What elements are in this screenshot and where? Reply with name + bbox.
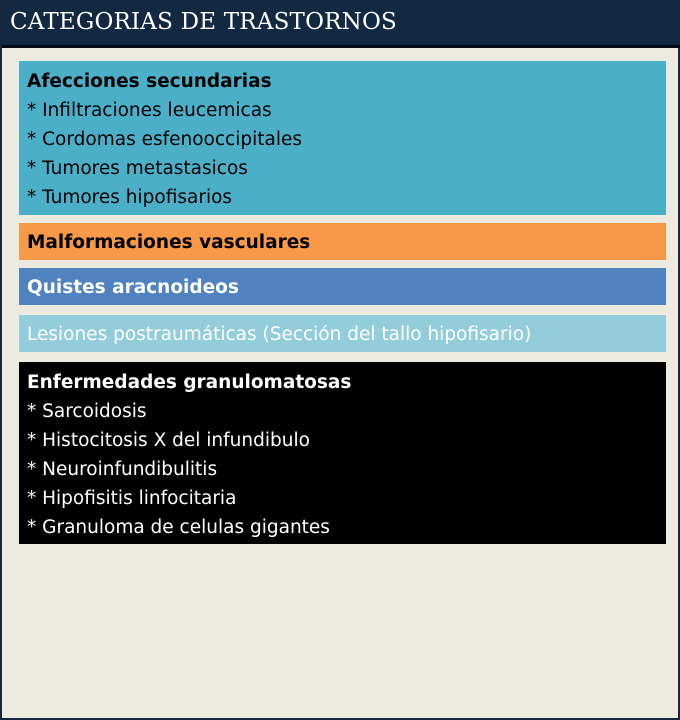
list-item: * Histocitosis X del infundibulo [27,430,310,451]
list-item: * Sarcoidosis [27,401,147,422]
category-box-malformaciones-vasculares [19,223,666,260]
list-item: * Tumores hipofisarios [27,187,233,208]
category-heading: Enfermedades granulomatosas [27,372,352,393]
category-box-enfermedades-granulomatosas [19,362,666,544]
category-box-afecciones-secundarias [19,61,666,215]
category-heading: Afecciones secundarias [27,71,272,92]
list-item: * Neuroinfundibulitis [27,459,218,480]
title-bar [2,2,680,48]
category-heading: Lesiones postraumáticas (Sección del tallo hipofisario) [27,324,532,345]
list-item: * Infiltraciones leucemicas [27,100,272,121]
page-title: CATEGORIAS DE TRASTORNOS [10,9,398,35]
list-item: * Hipofisitis linfocitaria [27,488,237,509]
list-item: * Cordomas esfenooccipitales [27,129,302,150]
category-box-lesiones-postraumaticas [19,315,666,352]
category-heading: Quistes aracnoideos [27,277,239,298]
list-item: * Tumores metastasicos [27,158,248,179]
category-box-quistes-aracnoideos [19,268,666,305]
category-heading: Malformaciones vasculares [27,232,311,253]
list-item: * Granuloma de celulas gigantes [27,517,330,538]
